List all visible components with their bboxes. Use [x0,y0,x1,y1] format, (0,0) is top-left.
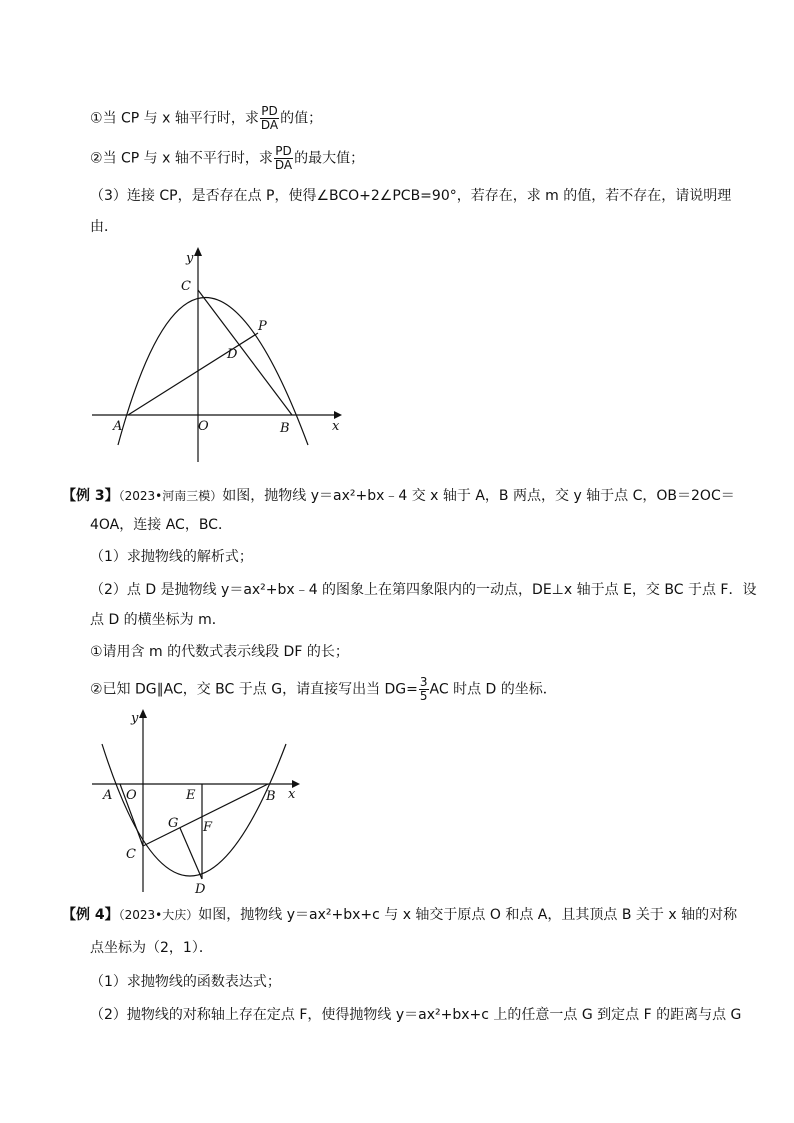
fig1-label-y: y [186,251,194,266]
fig2-label-d: D [195,882,206,897]
fig2-label-y: y [131,711,139,726]
fig2-label-e: E [186,788,196,803]
example-3-sub1: ①请用含 m 的代数式表示线段 DF 的长； [90,644,349,660]
fraction-pd-da: $\frac{PD}{DA}$ [274,144,293,172]
fig2-label-a: A [103,788,113,803]
example-4-line2: 点坐标为（2，1）． [90,940,213,956]
example-tag: 【例 4】 [62,907,119,923]
example-3-q2-line1: （2）点 D 是抛物线 y＝ax²+bx﹣4 的图象上在第四象限内的一动点，DE⊥x 轴于点 E，交 BC 于点 F．设 [90,582,757,598]
fig1-label-d: D [227,347,238,362]
example-source: （2023•大庆） [118,908,199,922]
fraction-3-5: $\frac{3}{5}$ [419,675,428,703]
subquestion-text-end: AC 时点 D 的坐标． [429,681,557,698]
fig1-label-a: A [113,419,123,434]
example-tag: 【例 3】 [62,488,119,504]
fig1-label-c: C [181,279,191,294]
circled-mark: ① [90,110,103,127]
example-3-line2: 4OA，连接 AC，BC． [90,517,232,533]
fig2-label-b: B [266,789,276,804]
fig1-label-o: O [198,419,209,434]
question-3-line2: 由． [90,219,118,235]
circled-mark: ② [90,150,103,167]
example-3-q1: （1）求抛物线的解析式； [90,549,253,565]
subquestion-text: ②已知 DG∥AC，交 BC 于点 G，请直接写出当 DG= [90,681,418,698]
example-4-q2: （2）抛物线的对称轴上存在定点 F，使得抛物线 y＝ax²+bx+c 上的任意一点 G 到定点 F 的距离与点 G [90,1007,742,1023]
fig1-label-b: B [280,421,290,436]
fig2-y-arrow [139,709,147,718]
example-text: 如图，抛物线 y＝ax²+bx﹣4 交 x 轴于 A，B 两点，交 y 轴于点 C，OB＝2OC＝ [222,488,735,504]
example-3-q2-line2: 点 D 的横坐标为 m． [90,612,226,628]
fig2-line-cb [143,784,268,846]
subquestion-text: 当 CP 与 x 轴不平行时，求 [102,150,273,167]
fig2-line-dg [180,828,202,879]
subquestion-text-end: 的值； [280,110,323,127]
fig2-label-f: F [203,820,213,835]
example-4-q1: （1）求抛物线的函数表达式； [90,974,281,990]
fig1-label-x: x [332,419,340,434]
fig1-label-p: P [258,319,267,334]
subquestion-text-end: 的最大值； [294,150,365,167]
fig2-label-g: G [168,816,179,831]
fig2-label-o: O [126,788,137,803]
fig2-label-c: C [126,847,136,862]
example-source: （2023•河南三模） [118,489,223,503]
subquestion-text: 当 CP 与 x 轴平行时，求 [102,110,259,127]
question-3-line1: （3）连接 CP，是否存在点 P，使得∠BCO+2∠PCB=90°，若存在，求 m 的值，若不存在，请说明理 [90,188,732,204]
fraction-pd-da: $\frac{PD}{DA}$ [260,104,279,132]
example-4-line1 [62,905,737,925]
fig2-label-x: x [288,787,296,802]
example-text: 如图，抛物线 y＝ax²+bx+c 与 x 轴交于原点 O 和点 A，且其顶点 B 关于 x 轴的对称 [198,907,738,923]
